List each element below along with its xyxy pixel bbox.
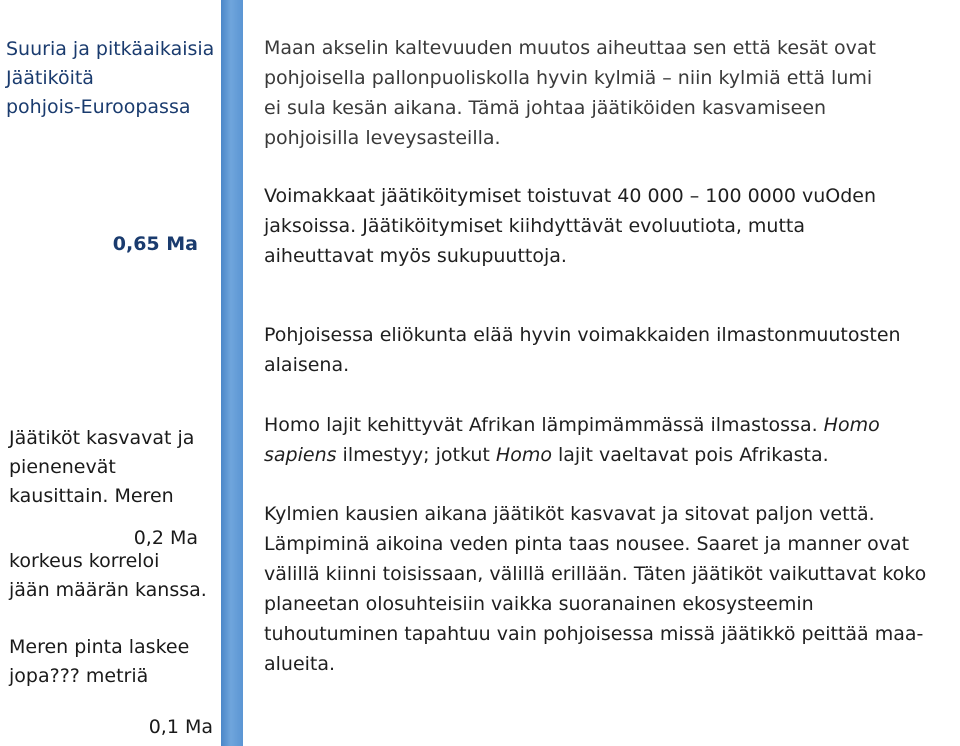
glacier-text-line: pienenevät (9, 456, 116, 478)
paragraph-line: Lämpiminä aikoina veden pinta taas nousee. Saaret ja manner ovat (264, 533, 910, 555)
paragraph-line: alueita. (264, 653, 336, 675)
glacier-text-line: jään määrän kanssa. (9, 579, 207, 601)
paragraph-northern-biota (264, 320, 901, 380)
paragraph-line: Pohjoisessa eliökunta elää hyvin voimakkaiden ilmastonmuutosten (264, 324, 901, 346)
paragraph-line: pohjoisella pallonpuoliskolla hyvin kylmiä – niin kylmiä että lumi (264, 67, 873, 89)
paragraph-line: aiheuttavat myös sukupuuttoja. (264, 245, 567, 267)
left-title (6, 35, 214, 122)
left-title-line: pohjois-Euroopassa (6, 96, 191, 118)
sea-level-text (9, 633, 189, 691)
glacier-text-line: korkeus korreloi (9, 550, 160, 572)
paragraph-line: jaksoissa. Jäätiköitymiset kiihdyttävät evoluutiota, mutta (264, 215, 806, 237)
species-name: sapiens (264, 444, 337, 466)
timeline-bar (221, 0, 243, 746)
paragraph-line: pohjoisilla leveysasteilla. (264, 127, 501, 149)
paragraph-line: alaisena. (264, 354, 350, 376)
paragraph-line: ei sula kesän aikana. Tämä johtaa jäätiköiden kasvamiseen (264, 97, 827, 119)
sea-level-line: jopa??? metriä (9, 665, 149, 687)
paragraph-glaciations (264, 181, 876, 271)
paragraph-text: Homo lajit kehittyvät Afrikan lämpimämmässä ilmastossa. (264, 414, 824, 436)
left-title-line: Suuria ja pitkäaikaisia (6, 38, 215, 60)
glacier-text-block (9, 424, 194, 511)
time-marker-065: 0,65 Ma (112, 233, 198, 255)
paragraph-line: planeetan olosuhteisiin vaikka suoranainen ekosysteemin (264, 593, 814, 615)
paragraph-line (264, 440, 880, 470)
paragraph-line: Maan akselin kaltevuuden muutos aiheuttaa sen että kesät ovat (264, 37, 876, 59)
paragraph-sea-level (264, 499, 926, 679)
sea-level-line: Meren pinta laskee (9, 636, 190, 658)
left-title-line: Jäätiköitä (6, 67, 94, 89)
glacier-text-block-b (9, 547, 207, 605)
paragraph-line (264, 410, 880, 440)
glacier-text-line: Jäätiköt kasvavat ja (9, 427, 195, 449)
paragraph-text: ilmestyy; jotkut (336, 444, 496, 466)
paragraph-text: lajit vaeltavat pois Afrikasta. (551, 444, 829, 466)
species-name: Homo (823, 414, 880, 436)
glacier-text-line: kausittain. Meren (9, 485, 174, 507)
paragraph-line: Kylmien kausien aikana jäätiköt kasvavat ja sitovat paljon vettä. (264, 503, 875, 525)
paragraph-axial-tilt (264, 33, 876, 153)
paragraph-line: Voimakkaat jäätiköitymiset toistuvat 40 000 – 100 0000 vuOden (264, 185, 877, 207)
time-marker-02: 0,2 Ma (133, 527, 198, 549)
paragraph-homo (264, 410, 880, 470)
paragraph-line: välillä kiinni toisissaan, välillä erillään. Täten jäätiköt vaikuttavat koko (264, 563, 927, 585)
time-marker-01: 0,1 Ma (148, 716, 213, 738)
species-name: Homo (495, 444, 552, 466)
paragraph-line: tuhoutuminen tapahtuu vain pohjoisessa missä jäätikkö peittää maa- (264, 623, 924, 645)
